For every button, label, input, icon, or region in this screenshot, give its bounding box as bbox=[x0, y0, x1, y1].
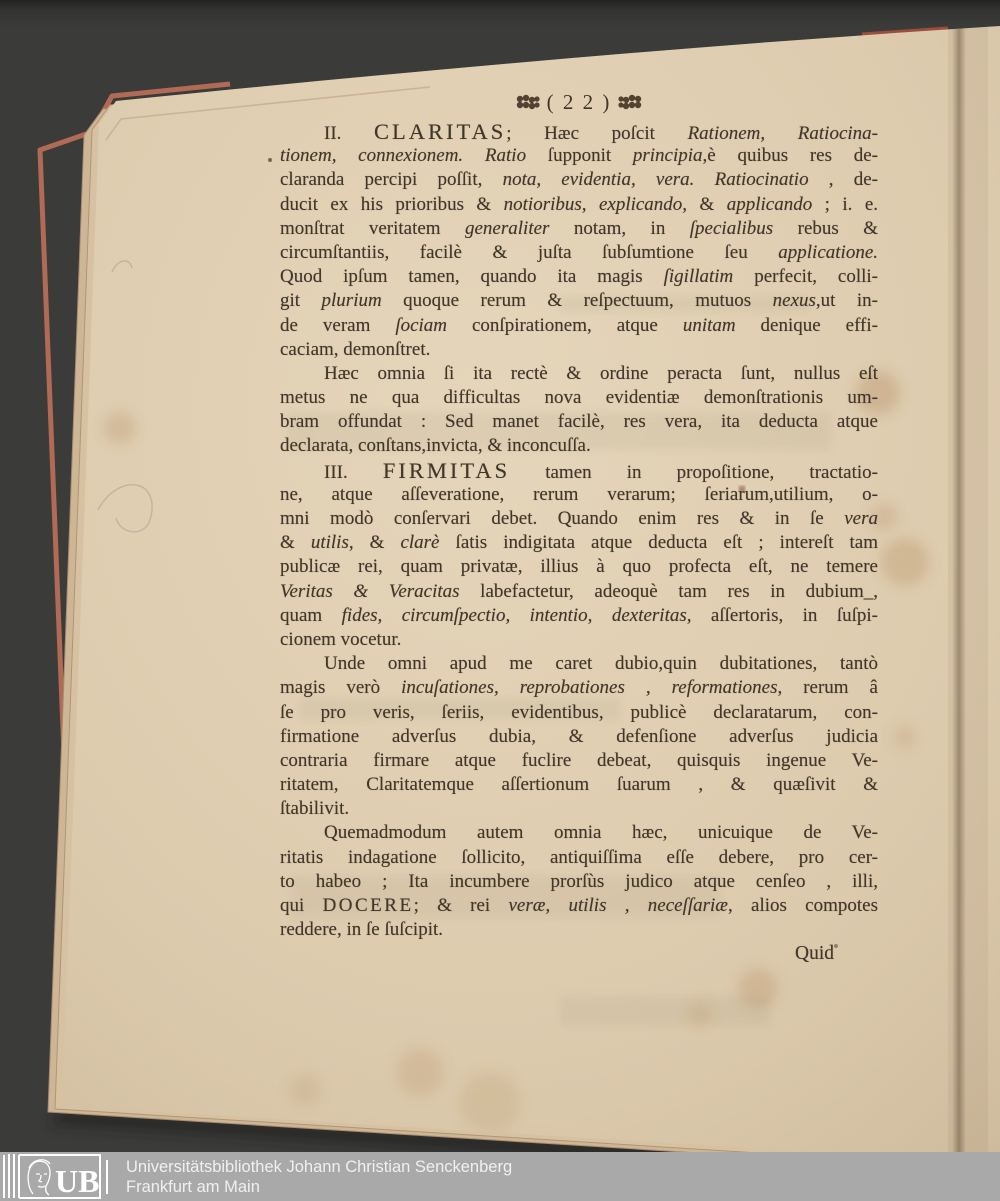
text-line: II. CLARITAS; Hæc poſcit Rationem, Ratiocina- bbox=[324, 120, 878, 144]
header-ornament-right-icon bbox=[618, 94, 642, 110]
text-line: ritatis indagatione ſollicito, antiquiſſima eſſe debere, pro cer- bbox=[280, 846, 878, 868]
paragraph bbox=[280, 821, 878, 942]
library-city: Frankfurt am Main bbox=[126, 1177, 260, 1196]
text-line: mni modò conſervari debet. Quando enim res & in ſe vera bbox=[280, 508, 878, 529]
footer-bar bbox=[0, 1152, 1000, 1201]
text-line: de veram ſociam conſpirationem, atque unitam denique effi- bbox=[280, 314, 878, 336]
text-line: publicæ rei, quam privatæ, illius à quo profecta eſt, ne temere bbox=[280, 556, 878, 578]
catchword: Quid bbox=[795, 943, 834, 965]
text-line: caciam, demonſtret. bbox=[280, 338, 431, 360]
text-line: ne, atque aſſeveratione, rerum verarum; ſeriarum,utilium, o- bbox=[280, 483, 878, 505]
text-line: III. FIRMITAS tamen in propoſitione, tractatio- bbox=[324, 458, 878, 483]
text-line: Quemadmodum autem omnia hæc, unicuique de Ve- bbox=[324, 822, 878, 844]
paragraph bbox=[280, 120, 878, 362]
gutter-crease bbox=[952, 20, 966, 1180]
text-line: Unde omni apud me caret dubio,quin dubitationes, tantò bbox=[324, 653, 878, 675]
header-ornament-left-icon bbox=[516, 94, 540, 110]
text-line: & utilis, & clarè ſatis indigitata atque deducta eſt ; intereſt tam bbox=[280, 532, 878, 554]
text-line: Quod ipſum tamen, quando ita magis ſigillatim perfecit, colli- bbox=[280, 266, 878, 288]
text-line: ſe pro veris, ſeriis, evidentibus, publicè declaratarum, con- bbox=[280, 701, 878, 723]
text-line: reddere, in ſe ſuſcipit. bbox=[280, 919, 444, 941]
paragraph bbox=[280, 652, 878, 821]
text-line: monſtrat veritatem generaliter notam, in ſpecialibus rebus & bbox=[280, 217, 878, 239]
text-line: ducit ex his prioribus & notioribus, explicando, & applicando ; i. e. bbox=[280, 193, 878, 215]
text-line: to habeo ; Ita incumbere prorſùs judico atque cenſeo , illi, bbox=[280, 870, 878, 892]
text-line: quam fides, circumſpectio, intentio, dexteritas, aſſertoris, in ſuſpi- bbox=[280, 604, 878, 626]
page-text bbox=[280, 84, 878, 967]
text-line: claranda percipi poſſit, nota, evidentia, vera. Ratiocinatio , de- bbox=[280, 169, 878, 191]
text-line: ritatem, Claritatemque aſſertionum ſuarum , & quæſivit & bbox=[280, 774, 878, 796]
text-line: circumſtantiis, facilè & juſta ſubſumtione ſeu applicatione. bbox=[280, 241, 878, 263]
text-line: Hæc omnia ſi ita rectè & ordine peracta ſunt, nullus eſt bbox=[324, 362, 878, 384]
page-header bbox=[280, 84, 878, 120]
text-line: Veritas & Veracitas labefactetur, adeoquè tam res in dubium_, bbox=[280, 580, 878, 602]
paragraph bbox=[280, 362, 878, 459]
text-line: ſtabilivit. bbox=[280, 798, 350, 820]
text-line: declarata, conſtans,invicta, & inconcuſſa. bbox=[280, 435, 591, 457]
ub-logo-graphic bbox=[0, 1152, 112, 1201]
text-line: magis verò incuſationes, reprobationes , reformationes, rerum â bbox=[280, 677, 878, 699]
goethe-portrait-icon bbox=[28, 1160, 50, 1195]
text-line: cionem vocetur. bbox=[280, 628, 402, 650]
page-number: ( 2 2 ) bbox=[546, 90, 612, 114]
text-line: qui DOCERE; & rei veræ, utilis , neceſſariæ, alios compotes bbox=[280, 895, 878, 916]
page-text-body bbox=[280, 120, 878, 942]
library-logo bbox=[0, 1152, 112, 1201]
paragraph bbox=[280, 459, 878, 653]
logo-text: UB bbox=[55, 1163, 100, 1199]
text-line: contraria firmare atque fuclire debeat, quisquis ingenue Ve- bbox=[280, 749, 878, 771]
footer-texts bbox=[112, 1157, 512, 1197]
text-line: git plurium quoque rerum & reſpectuum, mutuos nexus,ut in- bbox=[280, 290, 878, 312]
library-name: Universitätsbibliothek Johann Christian Senckenberg bbox=[126, 1157, 513, 1176]
text-line: firmatione adverſus dubia, & defenſione adverſus judicia bbox=[280, 725, 878, 747]
text-line: tionem, connexionem. Ratio ſupponit principia,è quibus res de- bbox=[280, 145, 878, 167]
text-line: metus ne qua difficultas nova evidentiæ demonſtrationis um- bbox=[280, 387, 878, 409]
text-line: bram offundat : Sed manet facilè, res vera, ita deducta atque bbox=[280, 411, 878, 433]
